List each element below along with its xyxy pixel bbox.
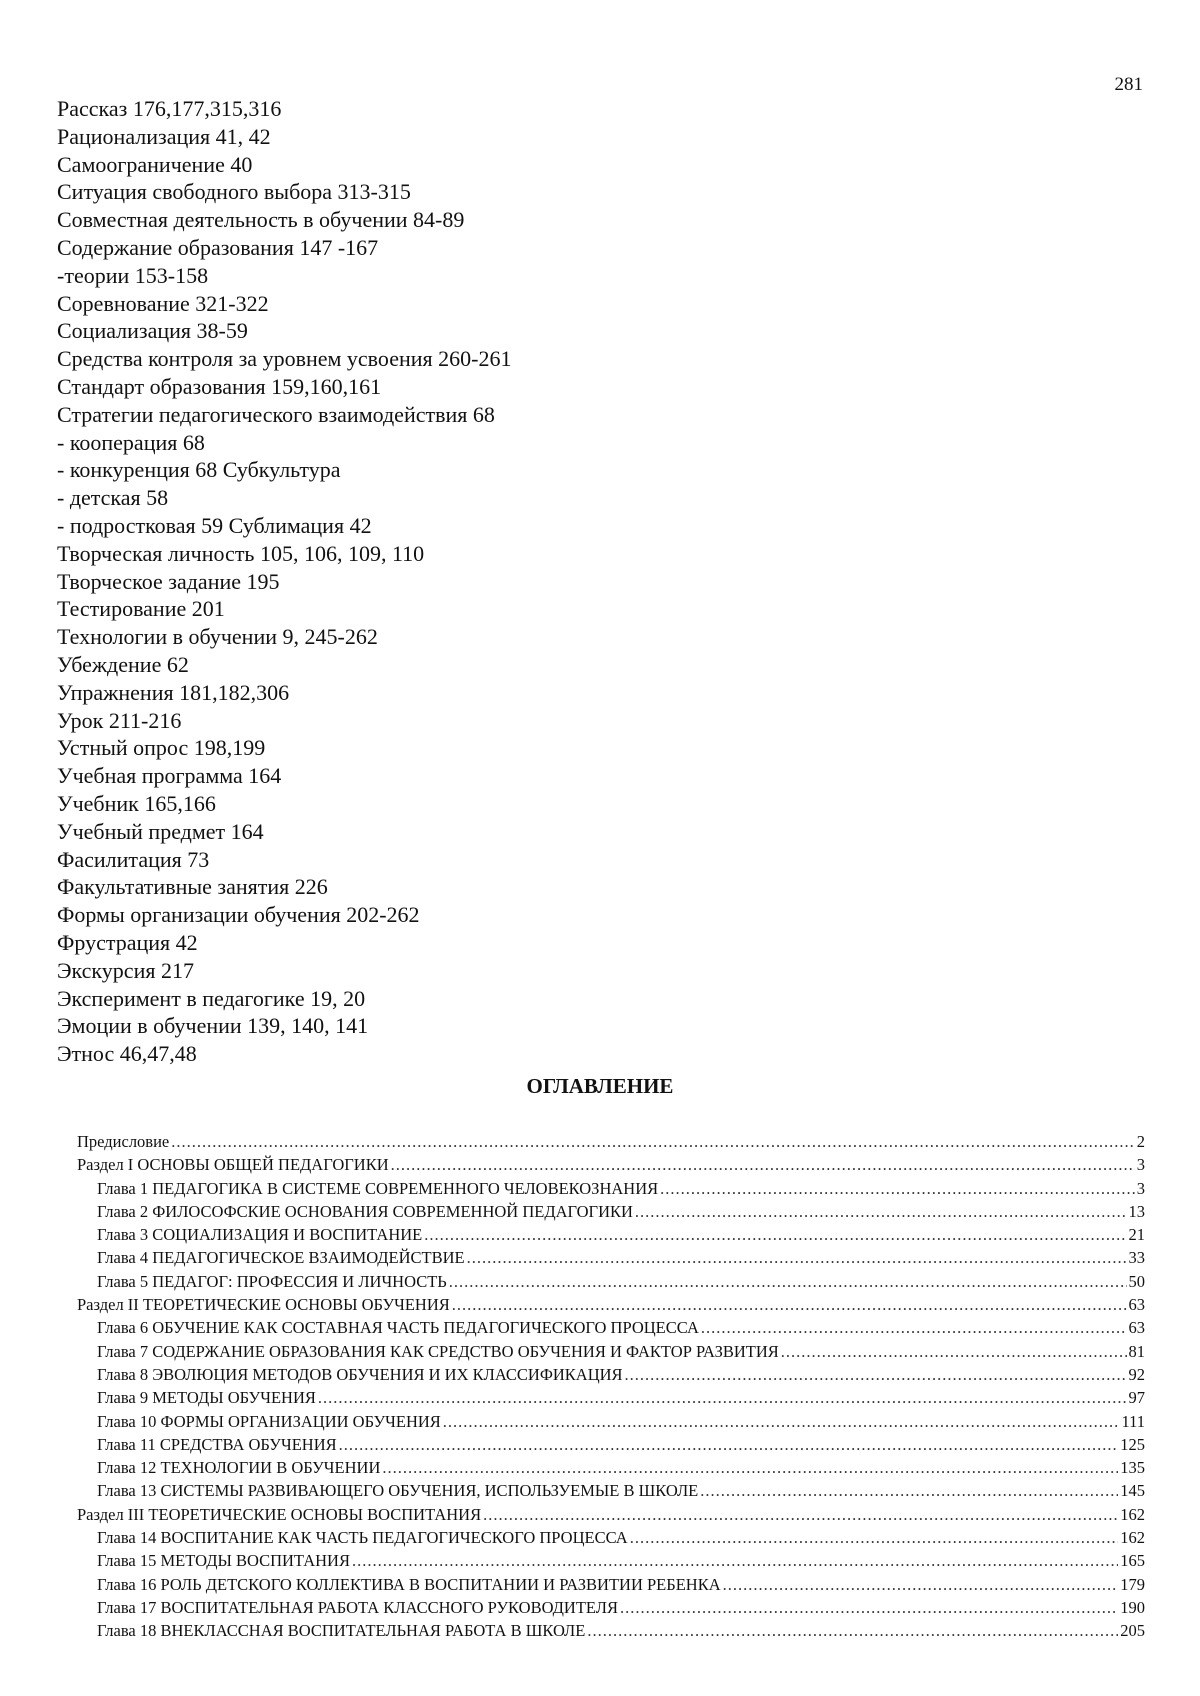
- index-entry: Творческая личность 105, 106, 109, 110: [57, 540, 425, 566]
- toc-row-label: Глава 12 ТЕХНОЛОГИИ В ОБУЧЕНИИ: [97, 1458, 381, 1478]
- toc-row-page: 33: [1128, 1248, 1145, 1268]
- table-of-contents: [77, 1130, 1145, 1643]
- toc-row-label: Глава 13 СИСТЕМЫ РАЗВИВАЮЩЕГО ОБУЧЕНИЯ, ИСПОЛЬЗУЕМЫЕ В ШКОЛЕ: [97, 1481, 699, 1501]
- index-entry: Содержание образования 147 -167: [57, 234, 379, 260]
- index-entry: Самоограничение 40: [57, 151, 253, 177]
- index-entry: Экскурсия 217: [57, 957, 194, 983]
- toc-row[interactable]: [77, 1153, 1145, 1176]
- dot-leader: [483, 1503, 1118, 1526]
- index-entry: Учебная программа 164: [57, 763, 282, 789]
- toc-row[interactable]: [77, 1433, 1145, 1456]
- toc-row-page: 3: [1136, 1155, 1145, 1175]
- toc-row[interactable]: [77, 1526, 1145, 1549]
- index-entry: Технологии в обучении 9, 245-262: [57, 624, 378, 650]
- index-entry: Средства контроля за уровнем усвоения 260-261: [57, 346, 512, 372]
- toc-row-label: Раздел II ТЕОРЕТИЧЕСКИЕ ОСНОВЫ ОБУЧЕНИЯ: [77, 1295, 450, 1315]
- index-entry: Совместная деятельность в обучении 84-89: [57, 207, 465, 233]
- index-entry: Тестирование 201: [57, 596, 225, 622]
- toc-row-page: 63: [1128, 1295, 1145, 1315]
- dot-leader: [660, 1177, 1135, 1200]
- toc-row[interactable]: [77, 1270, 1145, 1293]
- dot-leader: [587, 1619, 1118, 1642]
- toc-row-label: Глава 17 ВОСПИТАТЕЛЬНАЯ РАБОТА КЛАССНОГО РУКОВОДИТЕЛЯ: [97, 1597, 618, 1617]
- toc-row-page: 165: [1120, 1551, 1145, 1571]
- toc-row[interactable]: [77, 1479, 1145, 1502]
- index-entry: Соревнование 321-322: [57, 290, 269, 316]
- toc-row-label: Глава 3 СОЦИАЛИЗАЦИЯ И ВОСПИТАНИЕ: [97, 1225, 423, 1245]
- dot-leader: [352, 1549, 1118, 1572]
- index-entry: Этнос 46,47,48: [57, 1041, 197, 1067]
- toc-row-page: 63: [1128, 1318, 1145, 1338]
- index-entry: - конкуренция 68 Субкультура: [57, 457, 341, 483]
- index-entry: Рационализация 41, 42: [57, 123, 271, 149]
- dot-leader: [339, 1433, 1119, 1456]
- toc-row[interactable]: [77, 1246, 1145, 1269]
- toc-row-page: 92: [1128, 1364, 1145, 1384]
- toc-row-page: 179: [1120, 1574, 1145, 1594]
- dot-leader: [620, 1596, 1118, 1619]
- toc-row-page: 50: [1128, 1271, 1145, 1291]
- index-entry: Стандарт образования 159,160,161: [57, 373, 382, 399]
- index-entry: Упражнения 181,182,306: [57, 679, 290, 705]
- toc-row[interactable]: [77, 1573, 1145, 1596]
- index-entry: Фрустрация 42: [57, 929, 198, 955]
- toc-row-label: Глава 7 СОДЕРЖАНИЕ ОБРАЗОВАНИЯ КАК СРЕДСТВО ОБУЧЕНИЯ И ФАКТОР РАЗВИТИЯ: [97, 1341, 779, 1361]
- toc-row[interactable]: [77, 1200, 1145, 1223]
- dot-leader: [443, 1410, 1120, 1433]
- toc-row-label: Глава 11 СРЕДСТВА ОБУЧЕНИЯ: [97, 1434, 337, 1454]
- toc-row-label: Глава 6 ОБУЧЕНИЕ КАК СОСТАВНАЯ ЧАСТЬ ПЕДАГОГИЧЕСКОГО ПРОЦЕССА: [97, 1318, 699, 1338]
- index-entry: Формы организации обучения 202-262: [57, 902, 420, 928]
- toc-row-page: 13: [1128, 1201, 1145, 1221]
- toc-row-label: Глава 9 МЕТОДЫ ОБУЧЕНИЯ: [97, 1388, 316, 1408]
- toc-row[interactable]: [77, 1503, 1145, 1526]
- toc-row[interactable]: [77, 1316, 1145, 1339]
- toc-row-page: 81: [1128, 1341, 1145, 1361]
- toc-row-label: Глава 1 ПЕДАГОГИКА В СИСТЕМЕ СОВРЕМЕННОГО ЧЕЛОВЕКОЗНАНИЯ: [97, 1178, 659, 1198]
- dot-leader: [449, 1270, 1127, 1293]
- index-entry: Рассказ 176,177,315,316: [57, 96, 282, 121]
- toc-row-page: 2: [1136, 1132, 1145, 1151]
- toc-row-label: Глава 2 ФИЛОСОФСКИЕ ОСНОВАНИЯ СОВРЕМЕННОЙ ПЕДАГОГИКИ: [97, 1201, 633, 1221]
- toc-row[interactable]: [77, 1456, 1145, 1479]
- toc-row-page: 190: [1120, 1597, 1145, 1617]
- dot-leader: [625, 1363, 1127, 1386]
- toc-row-label: Глава 16 РОЛЬ ДЕТСКОГО КОЛЛЕКТИВА В ВОСПИТАНИИ И РАЗВИТИИ РЕБЕНКА: [97, 1574, 721, 1594]
- dot-leader: [701, 1316, 1127, 1339]
- toc-row-page: 125: [1120, 1434, 1145, 1454]
- index-entry: Устный опрос 198,199: [57, 735, 266, 761]
- index-entry: - подростковая 59 Сублимация 42: [57, 512, 372, 538]
- index-entry: Эксперимент в педагогике 19, 20: [57, 985, 366, 1011]
- toc-row-page: 3: [1136, 1178, 1145, 1198]
- toc-row[interactable]: [77, 1619, 1145, 1642]
- toc-row[interactable]: [77, 1549, 1145, 1572]
- index-entry: Фасилитация 73: [57, 846, 210, 872]
- index-entry: Учебный предмет 164: [57, 818, 264, 844]
- toc-row-page: 21: [1128, 1225, 1145, 1245]
- index-entry: Социализация 38-59: [57, 318, 248, 344]
- toc-row-page: 97: [1128, 1388, 1145, 1408]
- index-entry: Урок 211-216: [57, 707, 182, 733]
- toc-title: ОГЛАВЛЕНИЕ: [526, 1074, 674, 1098]
- index-entry: Творческое задание 195: [57, 568, 280, 594]
- toc-row-label: Глава 10 ФОРМЫ ОРГАНИЗАЦИИ ОБУЧЕНИЯ: [97, 1411, 441, 1431]
- index-entry: Стратегии педагогического взаимодействия 68: [57, 401, 495, 427]
- dot-leader: [723, 1573, 1119, 1596]
- toc-row[interactable]: [77, 1293, 1145, 1316]
- dot-leader: [635, 1200, 1127, 1223]
- page-number: 281: [1114, 74, 1143, 95]
- toc-row-page: 111: [1121, 1411, 1145, 1431]
- toc-row-label: Раздел III ТЕОРЕТИЧЕСКИЕ ОСНОВЫ ВОСПИТАНИЯ: [77, 1504, 482, 1524]
- toc-row-label: Глава 14 ВОСПИТАНИЕ КАК ЧАСТЬ ПЕДАГОГИЧЕСКОГО ПРОЦЕССА: [97, 1528, 628, 1548]
- toc-row[interactable]: [77, 1596, 1145, 1619]
- dot-leader: [630, 1526, 1119, 1549]
- toc-row[interactable]: [77, 1223, 1145, 1246]
- index-entry: Ситуация свободного выбора 313-315: [57, 179, 411, 205]
- toc-row-label: Глава 15 МЕТОДЫ ВОСПИТАНИЯ: [97, 1551, 350, 1571]
- dot-leader: [171, 1130, 1135, 1153]
- index-entry: -теории 153-158: [57, 262, 209, 288]
- toc-row-label: Глава 4 ПЕДАГОГИЧЕСКОЕ ВЗАИМОДЕЙСТВИЕ: [97, 1248, 465, 1268]
- toc-row[interactable]: [77, 1340, 1145, 1363]
- toc-row-page: 162: [1120, 1504, 1145, 1524]
- dot-leader: [452, 1293, 1127, 1316]
- index-entry: Эмоции в обучении 139, 140, 141: [57, 1013, 369, 1039]
- toc-row-label: Глава 8 ЭВОЛЮЦИЯ МЕТОДОВ ОБУЧЕНИЯ И ИХ КЛАССИФИКАЦИЯ: [97, 1364, 623, 1384]
- dot-leader: [391, 1153, 1135, 1176]
- dot-leader: [781, 1340, 1127, 1363]
- toc-row-page: 162: [1120, 1528, 1145, 1548]
- dot-leader: [467, 1246, 1127, 1269]
- toc-row-page: 205: [1120, 1621, 1145, 1641]
- toc-row-label: Глава 18 ВНЕКЛАССНАЯ ВОСПИТАТЕЛЬНАЯ РАБОТА В ШКОЛЕ: [97, 1621, 586, 1641]
- dot-leader: [424, 1223, 1126, 1246]
- index-entry: Факультативные занятия 226: [57, 874, 328, 900]
- dot-leader: [700, 1479, 1118, 1502]
- toc-row-page: 135: [1120, 1458, 1145, 1478]
- index-entry: Учебник 165,166: [57, 790, 216, 816]
- dot-leader: [318, 1386, 1127, 1409]
- toc-row[interactable]: [77, 1363, 1145, 1386]
- toc-row[interactable]: [77, 1386, 1145, 1409]
- toc-row-label: Предисловие: [77, 1132, 170, 1151]
- toc-row[interactable]: [77, 1130, 1145, 1153]
- toc-row[interactable]: [77, 1410, 1145, 1433]
- toc-row-page: 145: [1120, 1481, 1145, 1501]
- index-entry: - детская 58: [57, 485, 169, 511]
- index-entry: - кооперация 68: [57, 429, 205, 455]
- toc-row-label: Глава 5 ПЕДАГОГ: ПРОФЕССИЯ И ЛИЧНОСТЬ: [97, 1271, 447, 1291]
- subject-index: [57, 95, 957, 1068]
- toc-row-label: Раздел I ОСНОВЫ ОБЩЕЙ ПЕДАГОГИКИ: [77, 1155, 389, 1175]
- toc-row[interactable]: [77, 1177, 1145, 1200]
- index-entry: Убеждение 62: [57, 651, 189, 677]
- dot-leader: [382, 1456, 1118, 1479]
